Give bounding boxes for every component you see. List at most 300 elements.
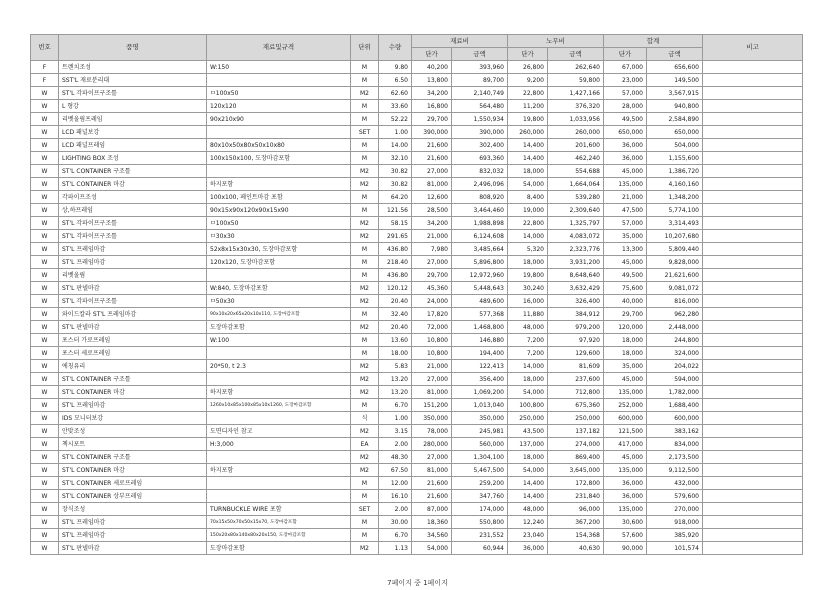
cell-qty: 9.80 <box>379 61 412 74</box>
cell-note <box>703 256 803 269</box>
cell-total-amount: 1,688,400 <box>647 399 703 412</box>
header-labor-amount: 금액 <box>548 48 604 61</box>
cell-material-amount: 2,140,749 <box>452 87 508 100</box>
cell-labor-unit-price: 16,000 <box>508 295 548 308</box>
cell-material-amount: 564,480 <box>452 100 508 113</box>
cell-note <box>703 334 803 347</box>
cell-total-unit-price: 36,000 <box>604 477 647 490</box>
table-row <box>31 74 803 87</box>
cell-material-amount: 245,981 <box>452 425 508 438</box>
cell-labor-unit-price: 11,200 <box>508 100 548 113</box>
cell-no: W <box>31 126 59 139</box>
cell-note <box>703 191 803 204</box>
cell-total-unit-price: 28,000 <box>604 100 647 113</box>
cell-material-unit-price: 78,000 <box>412 425 452 438</box>
cell-qty: 20.40 <box>379 295 412 308</box>
cell-qty: 6.50 <box>379 74 412 87</box>
cell-total-unit-price: 49,500 <box>604 269 647 282</box>
cell-note <box>703 503 803 516</box>
cell-labor-amount: 172,800 <box>548 477 604 490</box>
cell-note <box>703 386 803 399</box>
cell-item: ST'L CONTAINER 구조틀 <box>59 165 207 178</box>
cell-total-unit-price: 57,600 <box>604 529 647 542</box>
cell-labor-unit-price: 14,400 <box>508 139 548 152</box>
cell-total-amount: 816,000 <box>647 295 703 308</box>
cell-total-amount: 600,000 <box>647 412 703 425</box>
cell-unit: M2 <box>351 386 379 399</box>
cell-labor-unit-price: 9,200 <box>508 74 548 87</box>
cell-qty: 13.20 <box>379 373 412 386</box>
cell-unit: M <box>351 113 379 126</box>
cell-labor-amount: 384,912 <box>548 308 604 321</box>
cell-labor-amount: 554,688 <box>548 165 604 178</box>
cell-unit: M <box>351 269 379 282</box>
cell-qty: 13.60 <box>379 334 412 347</box>
cell-no: W <box>31 438 59 451</box>
cell-unit: SET <box>351 503 379 516</box>
cell-total-amount: 594,000 <box>647 373 703 386</box>
cell-spec <box>207 490 351 503</box>
cell-no: W <box>31 204 59 217</box>
cell-material-amount: 350,000 <box>452 412 508 425</box>
cell-total-amount: 383,162 <box>647 425 703 438</box>
cell-total-unit-price: 36,000 <box>604 139 647 152</box>
cell-material-unit-price: 24,000 <box>412 295 452 308</box>
cell-material-unit-price: 151,200 <box>412 399 452 412</box>
cell-material-amount: 122,413 <box>452 360 508 373</box>
cell-total-unit-price: 650,000 <box>604 126 647 139</box>
cell-spec: 80x10x50x80x50x10x80 <box>207 139 351 152</box>
cell-unit: M <box>351 191 379 204</box>
cell-qty: 3.15 <box>379 425 412 438</box>
table-row <box>31 412 803 425</box>
cell-labor-amount: 40,630 <box>548 542 604 555</box>
cell-labor-unit-price: 12,240 <box>508 516 548 529</box>
cell-material-amount: 194,400 <box>452 347 508 360</box>
cell-qty: 48.30 <box>379 451 412 464</box>
cell-note <box>703 217 803 230</box>
table-row <box>31 282 803 295</box>
cell-qty: 2.00 <box>379 503 412 516</box>
cell-unit: M2 <box>351 373 379 386</box>
cell-material-amount: 832,032 <box>452 165 508 178</box>
cell-note <box>703 542 803 555</box>
cell-labor-unit-price: 19,000 <box>508 204 548 217</box>
cell-labor-amount: 979,200 <box>548 321 604 334</box>
cell-note <box>703 87 803 100</box>
cell-note <box>703 438 803 451</box>
table-row <box>31 360 803 373</box>
cell-labor-unit-price: 7,200 <box>508 334 548 347</box>
cell-total-unit-price: 40,000 <box>604 295 647 308</box>
cell-material-amount: 393,960 <box>452 61 508 74</box>
cell-material-unit-price: 21,600 <box>412 477 452 490</box>
cell-labor-unit-price: 137,000 <box>508 438 548 451</box>
cell-no: W <box>31 360 59 373</box>
cell-material-amount: 390,000 <box>452 126 508 139</box>
cell-labor-amount: 201,600 <box>548 139 604 152</box>
cell-total-unit-price: 45,000 <box>604 165 647 178</box>
cell-no: W <box>31 542 59 555</box>
cell-item: ST'L 프레임마감 <box>59 399 207 412</box>
table-row <box>31 256 803 269</box>
cell-spec: ㅁ50x30 <box>207 295 351 308</box>
cell-item: ST'L 프레임마감 <box>59 529 207 542</box>
cell-material-amount: 231,552 <box>452 529 508 542</box>
header-material: 재료비 <box>412 35 508 48</box>
cell-total-unit-price: 36,000 <box>604 490 647 503</box>
cell-unit: M <box>351 74 379 87</box>
cell-material-unit-price: 27,000 <box>412 451 452 464</box>
cell-note <box>703 126 803 139</box>
cell-unit: M <box>351 204 379 217</box>
cell-material-amount: 89,700 <box>452 74 508 87</box>
cell-item: ST'L CONTAINER 세로프레임 <box>59 477 207 490</box>
cell-spec: 90x210x90 <box>207 113 351 126</box>
cell-material-unit-price: 10,800 <box>412 347 452 360</box>
cell-material-unit-price: 29,700 <box>412 113 452 126</box>
cell-unit: M2 <box>351 425 379 438</box>
cell-total-amount: 656,600 <box>647 61 703 74</box>
header-unit: 단위 <box>351 35 379 61</box>
cell-labor-unit-price: 43,500 <box>508 425 548 438</box>
cell-total-amount: 2,448,000 <box>647 321 703 334</box>
cell-material-amount: 356,400 <box>452 373 508 386</box>
cell-total-amount: 21,621,600 <box>647 269 703 282</box>
cell-labor-unit-price: 19,800 <box>508 113 548 126</box>
cell-item: 포스터 가로프레임 <box>59 334 207 347</box>
cell-labor-unit-price: 23,040 <box>508 529 548 542</box>
cell-material-unit-price: 350,000 <box>412 412 452 425</box>
cell-total-amount: 385,920 <box>647 529 703 542</box>
header-item: 품명 <box>59 35 207 61</box>
cell-labor-amount: 262,640 <box>548 61 604 74</box>
table-row <box>31 399 803 412</box>
cell-unit: M2 <box>351 360 379 373</box>
table-row <box>31 503 803 516</box>
cell-no: W <box>31 334 59 347</box>
cell-labor-unit-price: 8,400 <box>508 191 548 204</box>
cell-material-unit-price: 34,560 <box>412 529 452 542</box>
table-row <box>31 243 803 256</box>
cell-total-amount: 962,280 <box>647 308 703 321</box>
cell-no: W <box>31 373 59 386</box>
cell-spec: W:150 <box>207 61 351 74</box>
cell-no: W <box>31 87 59 100</box>
table-row <box>31 113 803 126</box>
cell-note <box>703 295 803 308</box>
cell-no: W <box>31 503 59 516</box>
cell-qty: 1.00 <box>379 412 412 425</box>
estimate-table <box>30 34 803 555</box>
cell-no: W <box>31 113 59 126</box>
cell-total-unit-price: 35,000 <box>604 230 647 243</box>
cell-no: W <box>31 100 59 113</box>
cell-labor-unit-price: 250,000 <box>508 412 548 425</box>
table-row <box>31 269 803 282</box>
cell-unit: M2 <box>351 321 379 334</box>
cell-no: W <box>31 490 59 503</box>
header-total: 합계 <box>604 35 703 48</box>
cell-material-amount: 5,896,800 <box>452 256 508 269</box>
cell-total-amount: 10,207,680 <box>647 230 703 243</box>
cell-qty: 218.40 <box>379 256 412 269</box>
cell-spec: 70x15x50x70x50x15x70, 도장마감포함 <box>207 516 351 529</box>
cell-item: ST'L CONTAINER 구조틀 <box>59 373 207 386</box>
cell-note <box>703 412 803 425</box>
cell-material-unit-price: 87,000 <box>412 503 452 516</box>
table-row <box>31 87 803 100</box>
cell-item: ST'L CONTAINER 마감 <box>59 178 207 191</box>
cell-unit: M2 <box>351 217 379 230</box>
cell-note <box>703 282 803 295</box>
cell-material-amount: 3,485,664 <box>452 243 508 256</box>
cell-no: W <box>31 399 59 412</box>
cell-note <box>703 204 803 217</box>
table-row <box>31 334 803 347</box>
cell-total-amount: 9,081,072 <box>647 282 703 295</box>
cell-total-amount: 918,000 <box>647 516 703 529</box>
cell-labor-unit-price: 18,000 <box>508 165 548 178</box>
cell-total-unit-price: 45,000 <box>604 256 647 269</box>
cell-total-unit-price: 18,000 <box>604 347 647 360</box>
table-row <box>31 152 803 165</box>
cell-note <box>703 490 803 503</box>
cell-spec: 100x100, 페인트마감 포함 <box>207 191 351 204</box>
cell-material-amount: 560,000 <box>452 438 508 451</box>
cell-unit: M <box>351 347 379 360</box>
cell-labor-unit-price: 54,000 <box>508 178 548 191</box>
cell-spec: 150x20x80x140x80x20x150, 도장마감포함 <box>207 529 351 542</box>
cell-material-amount: 1,069,200 <box>452 386 508 399</box>
cell-item: ST'L 판넬마감 <box>59 282 207 295</box>
cell-unit: M <box>351 100 379 113</box>
cell-spec <box>207 269 351 282</box>
cell-spec: 20*50, t 2.3 <box>207 360 351 373</box>
cell-item: ST'L 판넬마감 <box>59 321 207 334</box>
cell-total-unit-price: 600,000 <box>604 412 647 425</box>
cell-material-unit-price: 21,600 <box>412 490 452 503</box>
cell-qty: 58.15 <box>379 217 412 230</box>
cell-material-amount: 550,800 <box>452 516 508 529</box>
cell-material-amount: 1,013,040 <box>452 399 508 412</box>
cell-qty: 62.60 <box>379 87 412 100</box>
cell-note <box>703 152 803 165</box>
cell-material-amount: 2,496,096 <box>452 178 508 191</box>
table-row <box>31 61 803 74</box>
cell-spec <box>207 347 351 360</box>
cell-no: W <box>31 243 59 256</box>
table-row <box>31 373 803 386</box>
cell-no: W <box>31 178 59 191</box>
cell-labor-amount: 260,000 <box>548 126 604 139</box>
cell-note <box>703 321 803 334</box>
cell-item: ST'L CONTAINER 상부프레임 <box>59 490 207 503</box>
cell-item: 장식조성 <box>59 503 207 516</box>
cell-note <box>703 269 803 282</box>
cell-labor-amount: 367,200 <box>548 516 604 529</box>
cell-note <box>703 347 803 360</box>
cell-note <box>703 139 803 152</box>
cell-total-unit-price: 417,000 <box>604 438 647 451</box>
cell-qty: 14.00 <box>379 139 412 152</box>
cell-total-unit-price: 29,700 <box>604 308 647 321</box>
cell-qty: 1.00 <box>379 126 412 139</box>
cell-labor-amount: 8,648,640 <box>548 269 604 282</box>
cell-spec: 120x120 <box>207 100 351 113</box>
cell-total-unit-price: 45,000 <box>604 373 647 386</box>
cell-material-amount: 693,360 <box>452 152 508 165</box>
cell-qty: 64.20 <box>379 191 412 204</box>
cell-labor-unit-price: 260,000 <box>508 126 548 139</box>
cell-no: W <box>31 464 59 477</box>
cell-total-amount: 5,774,100 <box>647 204 703 217</box>
cell-unit: M2 <box>351 295 379 308</box>
cell-qty: 33.60 <box>379 100 412 113</box>
cell-total-amount: 1,348,200 <box>647 191 703 204</box>
cell-total-unit-price: 121,500 <box>604 425 647 438</box>
cell-item: 와이드칼라 ST'L 프레임마감 <box>59 308 207 321</box>
cell-spec <box>207 74 351 87</box>
cell-unit: M <box>351 334 379 347</box>
table-row <box>31 139 803 152</box>
cell-spec: H:3,000 <box>207 438 351 451</box>
cell-material-amount: 1,988,898 <box>452 217 508 230</box>
cell-total-amount: 1,386,720 <box>647 165 703 178</box>
cell-material-amount: 60,944 <box>452 542 508 555</box>
cell-item: IDS 모니터보강 <box>59 412 207 425</box>
cell-labor-amount: 154,368 <box>548 529 604 542</box>
cell-material-unit-price: 54,000 <box>412 542 452 555</box>
cell-item: ST'L 각파이프구조틀 <box>59 230 207 243</box>
cell-total-unit-price: 252,000 <box>604 399 647 412</box>
cell-qty: 30.00 <box>379 516 412 529</box>
cell-labor-amount: 376,320 <box>548 100 604 113</box>
cell-total-unit-price: 36,000 <box>604 152 647 165</box>
cell-material-unit-price: 81,000 <box>412 386 452 399</box>
page-footer: 7페이지 중 1페이지 <box>387 579 448 587</box>
cell-material-unit-price: 21,000 <box>412 230 452 243</box>
cell-labor-unit-price: 36,000 <box>508 542 548 555</box>
cell-total-unit-price: 120,000 <box>604 321 647 334</box>
cell-spec: 120x120, 도장마감포함 <box>207 256 351 269</box>
cell-qty: 120.12 <box>379 282 412 295</box>
cell-qty: 436.80 <box>379 269 412 282</box>
cell-material-amount: 347,760 <box>452 490 508 503</box>
cell-no: F <box>31 74 59 87</box>
cell-spec: 하지포함 <box>207 178 351 191</box>
table-row <box>31 321 803 334</box>
cell-total-unit-price: 30,600 <box>604 516 647 529</box>
table-row <box>31 529 803 542</box>
cell-material-unit-price: 81,000 <box>412 464 452 477</box>
cell-total-amount: 579,600 <box>647 490 703 503</box>
cell-note <box>703 373 803 386</box>
header-total-amount: 금액 <box>647 48 703 61</box>
cell-total-unit-price: 23,000 <box>604 74 647 87</box>
cell-labor-unit-price: 18,000 <box>508 256 548 269</box>
cell-spec: ㅁ100x50 <box>207 87 351 100</box>
cell-labor-unit-price: 30,240 <box>508 282 548 295</box>
cell-unit: M2 <box>351 464 379 477</box>
cell-labor-unit-price: 48,000 <box>508 321 548 334</box>
cell-qty: 30.82 <box>379 178 412 191</box>
cell-qty: 18.00 <box>379 347 412 360</box>
cell-total-unit-price: 135,000 <box>604 386 647 399</box>
cell-material-amount: 3,464,460 <box>452 204 508 217</box>
cell-labor-amount: 96,000 <box>548 503 604 516</box>
cell-no: W <box>31 321 59 334</box>
cell-spec: 도장마감포함 <box>207 321 351 334</box>
cell-material-amount: 1,550,934 <box>452 113 508 126</box>
table-row <box>31 230 803 243</box>
cell-labor-unit-price: 54,000 <box>508 464 548 477</box>
cell-note <box>703 100 803 113</box>
table-row <box>31 204 803 217</box>
cell-total-amount: 101,574 <box>647 542 703 555</box>
cell-material-unit-price: 29,700 <box>412 269 452 282</box>
cell-qty: 52.22 <box>379 113 412 126</box>
cell-labor-unit-price: 19,800 <box>508 269 548 282</box>
cell-note <box>703 425 803 438</box>
cell-total-amount: 834,000 <box>647 438 703 451</box>
cell-material-unit-price: 27,000 <box>412 165 452 178</box>
cell-spec: 도장마감포함 <box>207 542 351 555</box>
cell-note <box>703 113 803 126</box>
cell-item: 각파이프조성 <box>59 191 207 204</box>
header-material-unit-price: 단가 <box>412 48 452 61</box>
cell-total-unit-price: 13,300 <box>604 243 647 256</box>
cell-spec: 52x8x15x30x30, 도장마감포함 <box>207 243 351 256</box>
cell-spec: 90x10x20x65x20x10x110, 도장마감포함 <box>207 308 351 321</box>
cell-total-unit-price: 135,000 <box>604 178 647 191</box>
table-row <box>31 347 803 360</box>
cell-unit: SET <box>351 126 379 139</box>
cell-labor-amount: 1,664,064 <box>548 178 604 191</box>
cell-total-amount: 504,000 <box>647 139 703 152</box>
cell-item: 트렌치조성 <box>59 61 207 74</box>
cell-item: LCD 패널프레임 <box>59 139 207 152</box>
cell-total-amount: 5,809,440 <box>647 243 703 256</box>
cell-qty: 5.83 <box>379 360 412 373</box>
cell-item: ST'L 프레임마감 <box>59 256 207 269</box>
table-row <box>31 542 803 555</box>
cell-labor-amount: 129,600 <box>548 347 604 360</box>
cell-total-unit-price: 75,600 <box>604 282 647 295</box>
cell-labor-unit-price: 48,000 <box>508 503 548 516</box>
cell-unit: EA <box>351 438 379 451</box>
table-row <box>31 308 803 321</box>
cell-qty: 13.20 <box>379 386 412 399</box>
table-row <box>31 178 803 191</box>
cell-qty: 16.10 <box>379 490 412 503</box>
cell-material-unit-price: 81,000 <box>412 178 452 191</box>
cell-total-unit-price: 67,000 <box>604 61 647 74</box>
cell-item: 포스터 세로프레임 <box>59 347 207 360</box>
cell-total-unit-price: 18,000 <box>604 334 647 347</box>
cell-labor-unit-price: 18,000 <box>508 451 548 464</box>
cell-labor-amount: 1,427,166 <box>548 87 604 100</box>
cell-item: 상,하프레임 <box>59 204 207 217</box>
cell-spec: 1260x10x85x100x85x10x1260, 도장마감포함 <box>207 399 351 412</box>
cell-labor-unit-price: 14,400 <box>508 490 548 503</box>
cell-total-amount: 204,022 <box>647 360 703 373</box>
cell-labor-amount: 97,920 <box>548 334 604 347</box>
cell-labor-unit-price: 26,800 <box>508 61 548 74</box>
cell-material-unit-price: 21,000 <box>412 360 452 373</box>
cell-qty: 436.80 <box>379 243 412 256</box>
cell-item: 리벳올림프레임 <box>59 113 207 126</box>
